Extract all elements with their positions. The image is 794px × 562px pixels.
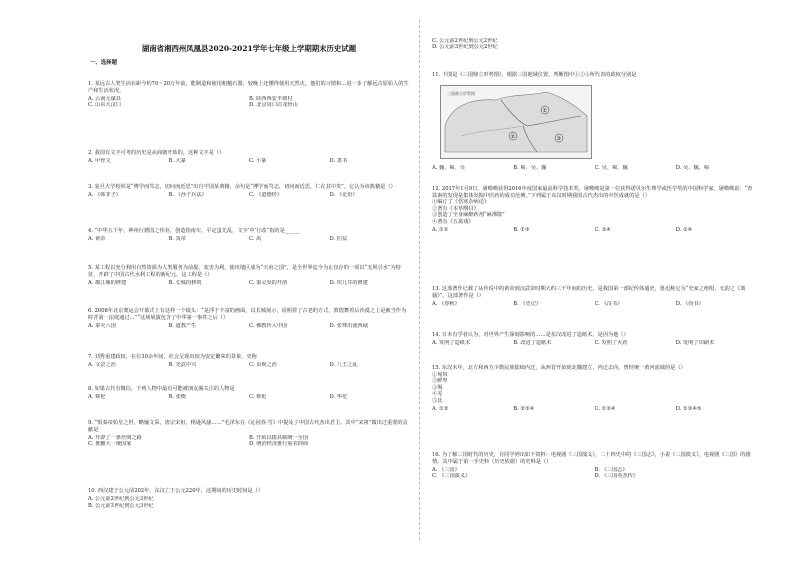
- option[interactable]: A. 公元前2世纪到公元3世纪: [88, 496, 154, 502]
- section-heading: 一、选择题: [90, 60, 117, 66]
- option[interactable]: C. 秦灵渠的开凿: [249, 279, 288, 286]
- option[interactable]: A. 甲骨文: [88, 158, 111, 164]
- option[interactable]: C. 《三国演义》: [432, 473, 471, 479]
- question-12: [432, 186, 757, 233]
- option[interactable]: B. 陕西西安半坡村: [249, 95, 293, 102]
- option[interactable]: D. 《尚书》: [675, 300, 704, 307]
- three-kingdoms-map: [440, 85, 592, 159]
- question-stem: 16. 为了解三国时代的历史，有同学列出如下资料：电视剧《三国演义》，二十四史中的《三国志》，小说《三国演义》，电视剧《三国》的剧情。其中属于第一手史料（历史依据）的史料是（）: [432, 452, 751, 465]
- option[interactable]: C. 小篆: [249, 158, 267, 164]
- option[interactable]: D. 华佗: [329, 394, 348, 400]
- question-7: [88, 354, 410, 369]
- option[interactable]: C. 佛教传入中国: [249, 322, 288, 329]
- option[interactable]: A. 发明了造纸术: [432, 340, 471, 346]
- option[interactable]: B. 蜀、吴、魏: [513, 164, 547, 171]
- option[interactable]: C. 吴、蜀、魏: [594, 164, 628, 171]
- option[interactable]: A. 文景之治: [88, 362, 116, 368]
- question-stem: 9. “恨秦帝始皇之世，略输文采，唐宗宋祖，稍逊风骚……”毛泽东在《沁园春·雪》中提及了中国古代杰出君主。其中“宋祖”做出过重要的贡献是: [88, 420, 408, 433]
- question-5: [88, 265, 410, 286]
- option[interactable]: B. ②③④: [513, 405, 535, 412]
- question-stem: 12. 2017年1月9日，屠呦呦获得2016年度国家最高科学技术奖。屠呦呦是第一位获得诺贝尔生理学或医学奖的中国科学家。屠呦呦说：“青蒿素的发现是集体发掘中医药的成功范例，”下列属于东汉时期我国古代杰出的中医成就的是（）: [432, 186, 753, 199]
- statement: ④著有《五禽戏》: [432, 218, 474, 225]
- option[interactable]: D. 《论语》: [329, 192, 358, 198]
- map-caption: 三国鼎立形势图: [447, 91, 475, 96]
- question-stem: 8. 如果古代有微信，下列人物中最有可能被朋友圈关注的人物是: [88, 386, 235, 392]
- option[interactable]: A. 开辟了一条丝绸之路: [88, 434, 142, 441]
- question-10: [88, 488, 410, 509]
- option[interactable]: D. ①③④⑤: [675, 405, 702, 412]
- map-label-2: ②: [510, 134, 515, 140]
- statement: ⑤氐: [432, 397, 443, 404]
- question-stem: 4. “中华五千年，神州行德国之伟业，创造指南车，平定蚩尤乱，文字‘中’行改”指的是______: [88, 228, 301, 234]
- question-14: [432, 332, 757, 347]
- map-label-1: ①: [542, 108, 547, 114]
- option[interactable]: D. 北京周口店龙骨山: [249, 102, 298, 108]
- statement: ②著有《本草纲目》: [432, 205, 479, 212]
- option[interactable]: A. 魏、蜀、吴: [432, 164, 465, 171]
- option[interactable]: B. 改进了造纸术: [513, 340, 552, 346]
- option[interactable]: B. 炎帝: [168, 236, 186, 242]
- option[interactable]: A. 蔡伦: [88, 394, 106, 400]
- question-3: [88, 184, 410, 199]
- option[interactable]: D. 统治经济推行重农抑商: [249, 441, 309, 447]
- option[interactable]: A. 《韩非子》: [88, 192, 121, 198]
- map-label-3: ③: [556, 136, 561, 142]
- option[interactable]: D. ①④: [675, 226, 693, 233]
- statement: ④羌: [432, 391, 443, 397]
- question-stem: 14. 日本有学者认为，对世界产生深刻影响的……是东汉改进了造纸术，是因为他（）: [432, 332, 629, 338]
- question-10-continued: [432, 36, 757, 51]
- map-image: [441, 86, 591, 158]
- option[interactable]: C. 《道德经》: [249, 192, 283, 198]
- question-stem: 15. 东汉末年，北方和西方少数民族陆续内迁，从西晋开始到北魏建立，内迁去向，曾经统一黄河流域的是（）: [432, 365, 686, 371]
- option[interactable]: B. 《三国志》: [594, 466, 628, 473]
- question-9: [88, 420, 410, 448]
- option[interactable]: B. 《史记》: [513, 300, 542, 307]
- question-11-options: [432, 163, 757, 171]
- question-stem: 13. 这部著作记载了从传说中的黄帝到汉武帝时期大约三千年间的历史，是我国第一部纪传体通史，鲁迅称它为“史家之绝唱，无韵之《离骚》”。这部著作是（）: [432, 286, 746, 299]
- statement: ③羯: [432, 384, 443, 391]
- option[interactable]: B. ①③: [513, 226, 530, 233]
- question-stem: 1. 某远古人类生活在距今约70～20万年前，能制造和使用粗糙石器，较晚上还懂得使用天然火。他们的习惯和…进一步了解远古原始人的生产和生活状况。: [88, 81, 409, 94]
- question-16: [432, 452, 757, 480]
- question-11: [432, 72, 757, 79]
- statement: ③创造了全身麻醉药剂“麻沸散”: [432, 212, 505, 218]
- option[interactable]: B. 长城的修筑: [168, 279, 202, 286]
- option[interactable]: B. 《孙子兵法》: [168, 192, 207, 198]
- question-1: [88, 81, 410, 109]
- question-13: [432, 286, 757, 307]
- option[interactable]: B. 开始以郡县制统一全国: [249, 434, 308, 441]
- question-4: [88, 228, 410, 243]
- option[interactable]: A. 《春秋》: [432, 300, 460, 307]
- option[interactable]: B. 道教产生: [168, 322, 197, 329]
- option[interactable]: B. 大篆: [168, 158, 186, 164]
- statement: ②鲜卑: [432, 378, 448, 384]
- question-stem: 3. 复旦大学校训是“博学而笃志，切问而近思”出自中国某典籍，余句是“博学而笃志，切问而近思，仁在其中矣”。它认为该典籍是（）: [88, 184, 396, 190]
- option[interactable]: A. 黄帝: [88, 236, 106, 242]
- option[interactable]: C. 山东大汶口: [88, 102, 122, 108]
- option[interactable]: D. 八王之乱: [329, 362, 358, 368]
- option[interactable]: C. ③④: [594, 226, 611, 233]
- question-stem: 11. 下图是《三国鼎立形势图》，根据三国地域位置，判断图中①②③所代表的政权分别是: [432, 72, 637, 78]
- question-8: [88, 386, 410, 401]
- option[interactable]: A. ①②: [432, 405, 449, 412]
- option[interactable]: D. 吴、魏、蜀: [675, 164, 709, 171]
- option[interactable]: B. 光武中兴: [168, 362, 197, 368]
- statement: ①编订了《伤寒杂病论》: [432, 199, 490, 205]
- option[interactable]: A. 《三国》: [432, 466, 460, 473]
- statement: ①匈奴: [432, 371, 448, 378]
- option[interactable]: C. 公元前2世纪到公元2世纪: [432, 37, 498, 44]
- option[interactable]: D. 公元前3世纪到公元2世纪: [432, 44, 498, 50]
- option[interactable]: A. 都江堰的修建: [88, 279, 127, 286]
- option[interactable]: A. ①②: [432, 226, 449, 233]
- question-stem: 6. 2008年北京奥运会开幕式上有这样一个镜头：“是浮于丰富的画面，以长城展示，说明着了古老的方式，敦煌舞着后沙漠之上是被当作为时并第一法庭通过…”“这场展演包含了中华第一事件之后（）: [88, 308, 407, 321]
- question-stem: 5. 某工程以充分利用自然资源为人类服务为前提，变害为利，使该地区成为“天府之国”，是全世界迄今为止仅存的一项以“无坝引水”为特征，开辟了中国古代水利工程的新纪元。这工程是（）: [88, 265, 401, 278]
- option[interactable]: C. ①③④: [594, 405, 616, 412]
- option[interactable]: C. 发明了火药: [594, 340, 628, 346]
- question-6: [88, 308, 410, 329]
- fold-line: [419, 20, 420, 540]
- exam-title: 湖南省湘西州凤凰县2020-2021学年七年级上学期期末历史试题: [141, 44, 357, 53]
- question-stem: 2. 我国有文字可考的历史是从商朝开始的，这种文字是（）: [88, 150, 225, 156]
- option[interactable]: D. 坎儿井的修建: [329, 279, 368, 286]
- question-stem: 10. 西汉建于公元前202年，东汉亡于公元220年，这期间的历史时间是（）: [88, 488, 263, 494]
- option[interactable]: C. 《汉书》: [594, 300, 623, 307]
- question-2: [88, 150, 410, 165]
- option[interactable]: B. 公元前3世纪到公元3世纪: [88, 502, 154, 509]
- option[interactable]: C. 贞观之治: [249, 362, 277, 368]
- question-stem: 7. 刘秀重建政权，在位30余年间，社会呈现出较为安定繁荣的景象，史称: [88, 354, 257, 360]
- option[interactable]: D. 张骞出使西域: [329, 322, 368, 329]
- option[interactable]: D. 《三国英杰传》: [594, 473, 639, 479]
- option[interactable]: B. 张衡: [168, 394, 186, 400]
- option[interactable]: C. 蔡伦: [249, 394, 267, 400]
- option[interactable]: A. 秦灭六国: [88, 322, 116, 329]
- option[interactable]: D. 隶书: [329, 158, 348, 164]
- option[interactable]: D. 发明了印刷术: [675, 340, 715, 346]
- option[interactable]: A. 云南元谋县: [88, 95, 121, 102]
- question-15: [432, 365, 757, 412]
- option[interactable]: C. 推翻大一统国家: [88, 441, 132, 447]
- option[interactable]: D. 伯益: [329, 236, 348, 242]
- option[interactable]: C. 禹: [249, 236, 262, 242]
